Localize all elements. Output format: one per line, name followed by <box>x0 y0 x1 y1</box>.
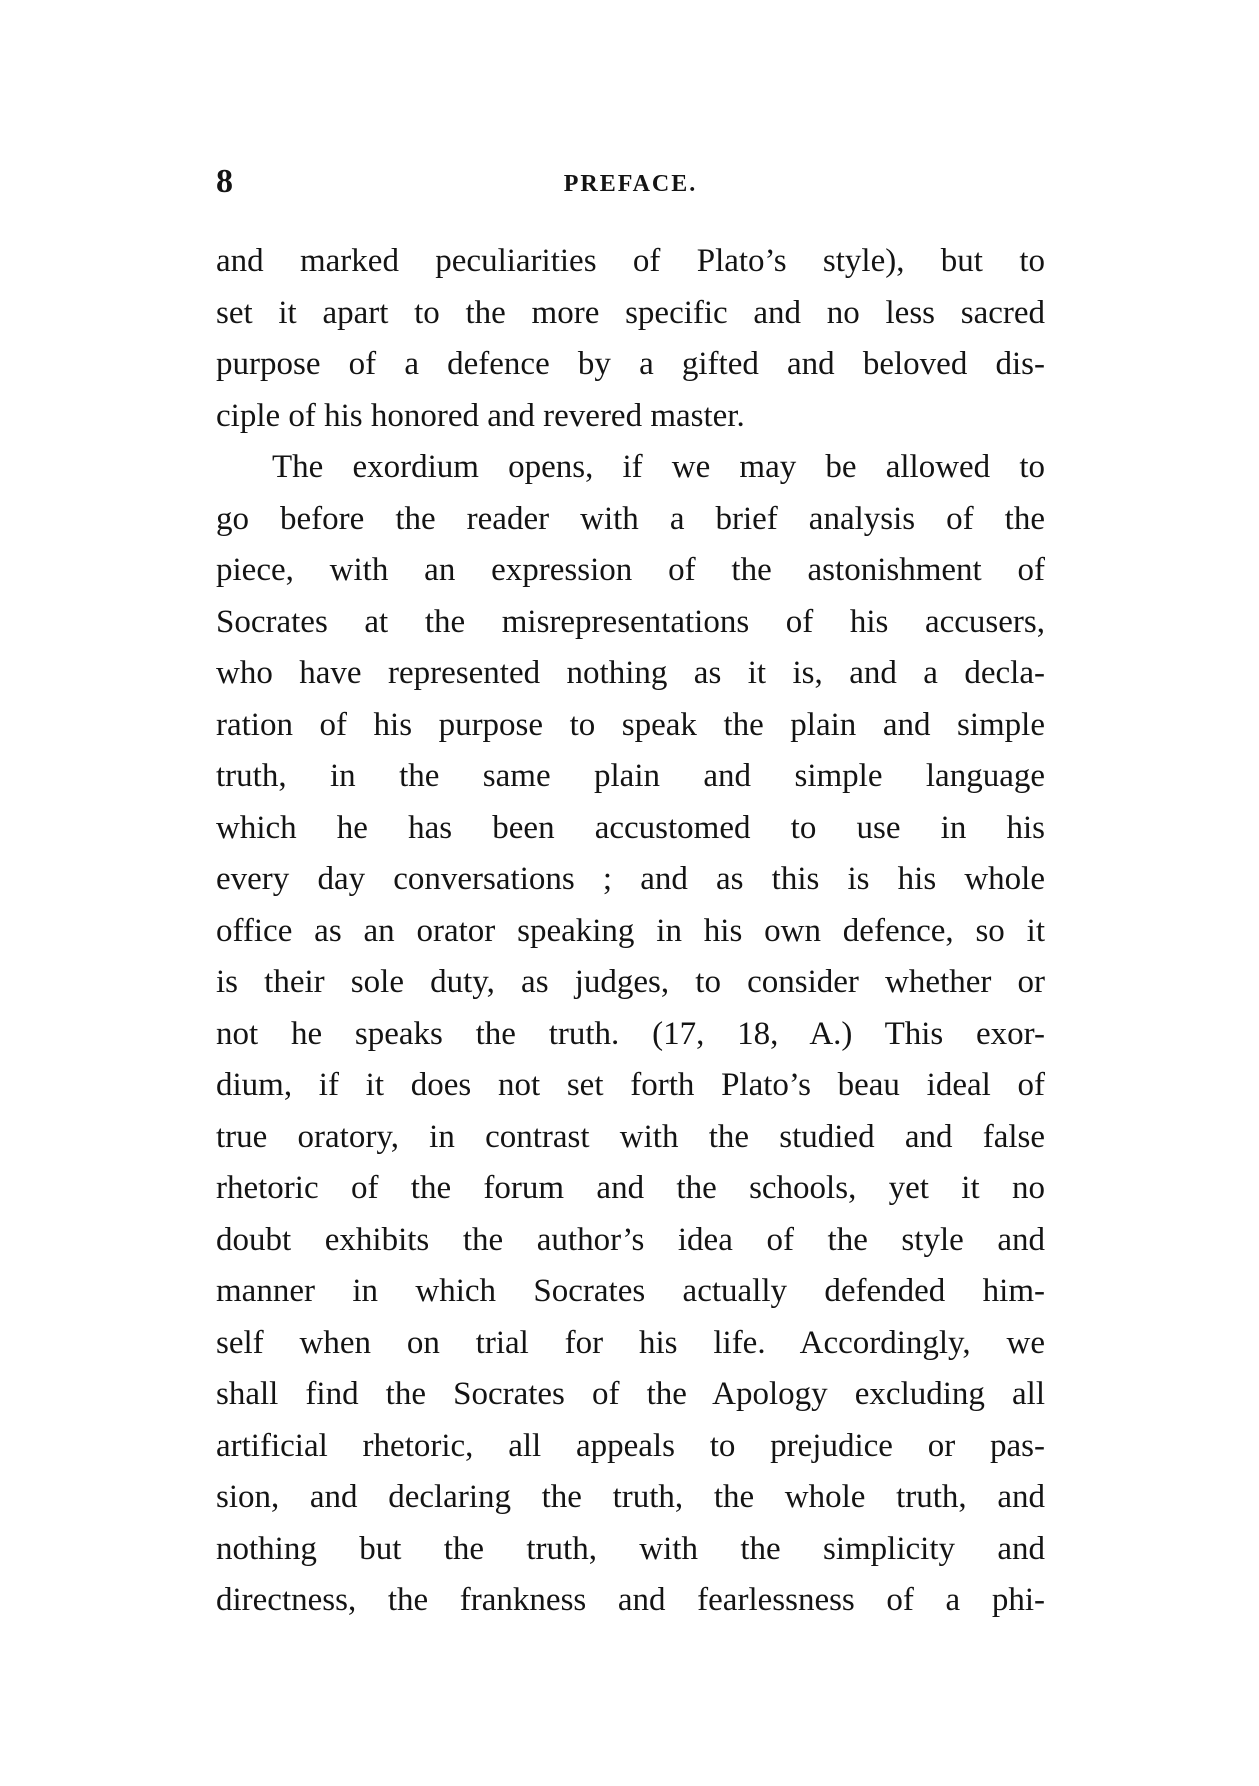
text-line: truth, in the same plain and simple language <box>216 758 1045 794</box>
text-line: and marked peculiarities of Plato’s style), but to <box>216 243 1045 279</box>
text-line: ciple of his honored and revered master. <box>216 397 745 434</box>
text-line: rhetoric of the forum and the schools, yet it no <box>216 1170 1045 1206</box>
text-line: piece, with an expression of the astonishment of <box>216 552 1045 588</box>
text-line: dium, if it does not set forth Plato’s beau ideal of <box>216 1067 1045 1103</box>
text-line: go before the reader with a brief analysis of the <box>216 500 1045 537</box>
page-number: 8 <box>216 163 233 200</box>
text-line: every day conversations ; and as this is his whole <box>216 861 1045 897</box>
text-line: not he speaks the truth. (17, 18, A.) This exor- <box>216 1015 1045 1052</box>
text-line: is their sole duty, as judges, to consider whether or <box>216 964 1045 1000</box>
text-line: true oratory, in contrast with the studied and false <box>216 1118 1045 1155</box>
text-line: set it apart to the more specific and no less sacred <box>216 294 1045 331</box>
text-line: sion, and declaring the truth, the whole truth, and <box>216 1479 1045 1515</box>
text-line: The exordium opens, if we may be allowed to <box>272 449 1045 485</box>
text-line: purpose of a defence by a gifted and beloved dis- <box>216 346 1045 382</box>
body-text <box>216 236 1045 1627</box>
text-line: Socrates at the misrepresentations of his accusers, <box>216 603 1045 640</box>
text-line: who have represented nothing as it is, and a decla- <box>216 655 1045 691</box>
text-line: ration of his purpose to speak the plain and simple <box>216 706 1045 743</box>
text-line: artificial rhetoric, all appeals to prejudice or pas- <box>216 1427 1045 1464</box>
text-line: doubt exhibits the author’s idea of the style and <box>216 1221 1045 1258</box>
text-line: manner in which Socrates actually defended him- <box>216 1273 1045 1309</box>
page-header <box>216 162 1045 202</box>
text-line: directness, the frankness and fearlessness of a phi- <box>216 1582 1045 1618</box>
text-line: which he has been accustomed to use in his <box>216 809 1045 846</box>
text-line: self when on trial for his life. Accordingly, we <box>216 1324 1045 1361</box>
text-line: shall find the Socrates of the Apology excluding all <box>216 1376 1045 1412</box>
text-line: nothing but the truth, with the simplicity and <box>216 1530 1045 1567</box>
running-head: PREFACE. <box>563 171 698 197</box>
text-line: office as an orator speaking in his own defence, so it <box>216 912 1045 949</box>
